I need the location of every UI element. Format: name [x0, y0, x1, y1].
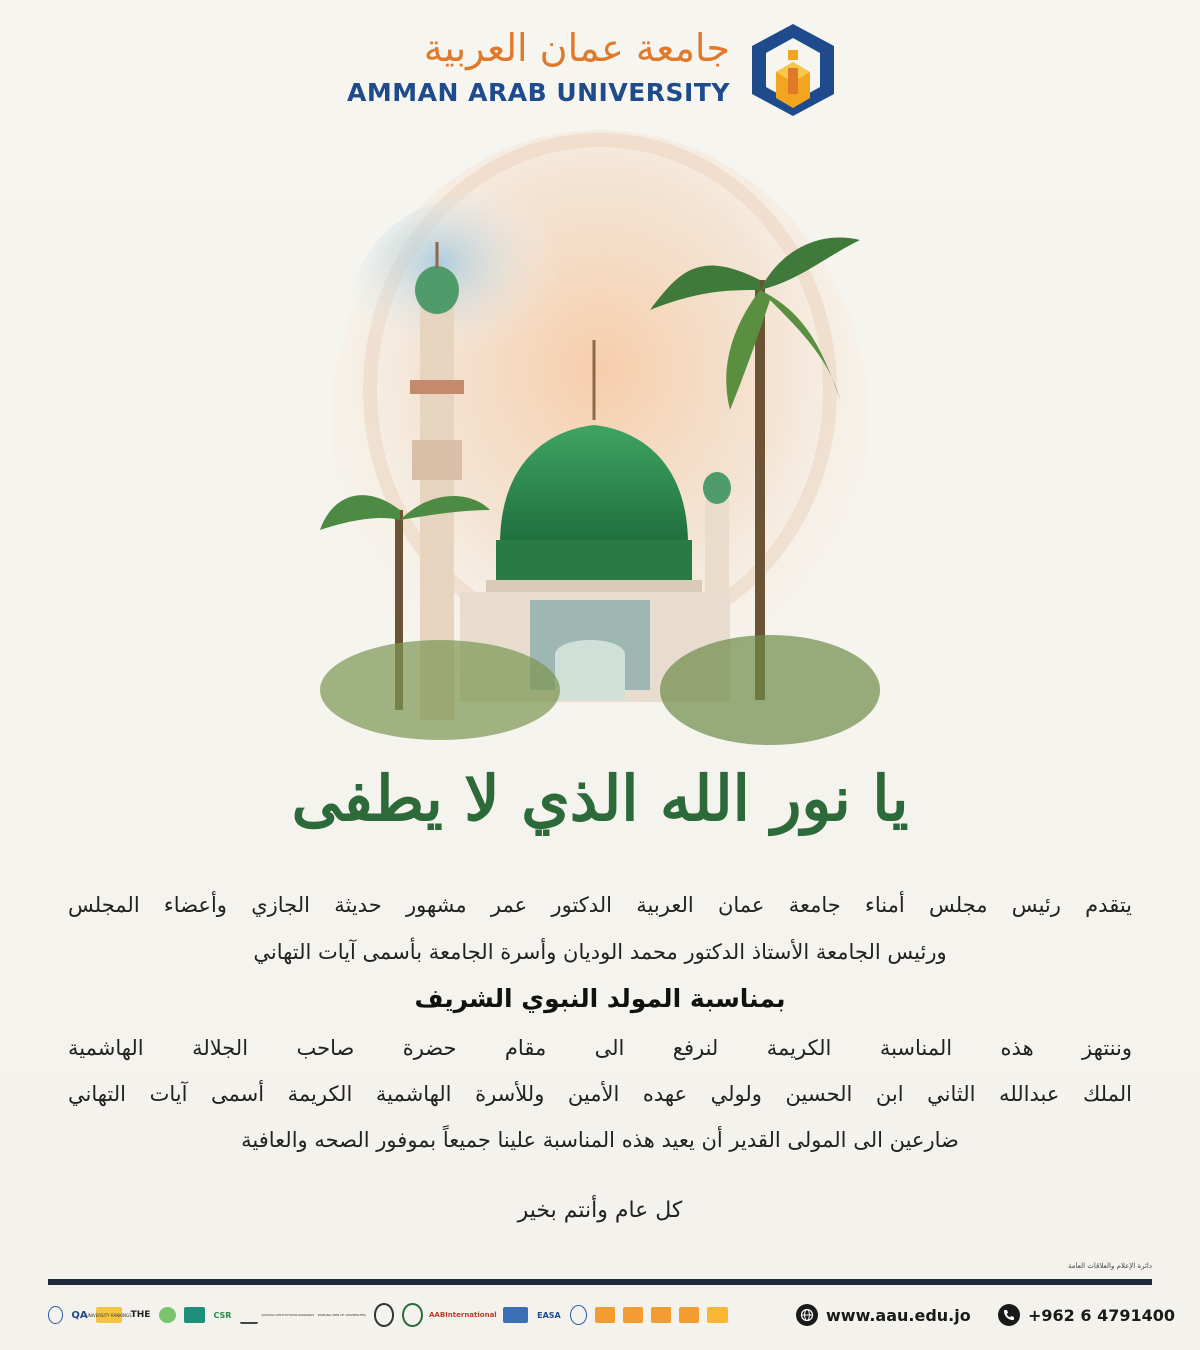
phone-number[interactable]: +962 6 4791400: [1028, 1305, 1176, 1325]
orange-badge-icon-4: [679, 1307, 699, 1323]
message-line-5: الملك عبدالله الثاني ابن الحسين ولولي عهده الأمين وللأسرة الهاشمية الكريمة أسمى آيات التهاني: [68, 1082, 1132, 1106]
mosque-watercolor-illustration: [291, 130, 909, 850]
website-contact[interactable]: [796, 1300, 971, 1330]
occasion-title: بمناسبة المولد النبوي الشريف: [414, 984, 786, 1013]
university-logo: [347, 22, 840, 122]
message-line-6: ضارعين الى المولى القدير أن يعيد هذه المناسبة علينا جميعاً بموفور الصحه والعافية: [241, 1128, 959, 1152]
seal-badge-icon: [374, 1303, 395, 1327]
website-url[interactable]: www.aau.edu.jo: [826, 1305, 971, 1325]
rankings-badge: UNIVERSITY RANKINGS: [96, 1307, 122, 1323]
green-badge-icon: [159, 1307, 176, 1323]
message-line-1: يتقدم رئيس مجلس أمناء جامعة عمان العربية الدكتور عمر مشهور حديثة الجازي وأعضاء المجلس: [68, 893, 1132, 917]
badge-icon: [48, 1306, 63, 1324]
teal-badge-icon: [184, 1307, 206, 1323]
accreditation-badges: [48, 1300, 728, 1330]
csr-badge: CSR: [213, 1310, 232, 1320]
phone-contact[interactable]: [998, 1300, 1175, 1330]
easa-badge: EASA: [537, 1310, 561, 1320]
message-line-2: ورئيس الجامعة الأستاذ الدكتور محمد الوديان وأسرة الجامعة بأسمى آيات التهاني: [253, 940, 947, 964]
orange-badge-icon-1: [595, 1307, 615, 1323]
green-seal-icon: [402, 1303, 423, 1327]
circle-badge-icon: [570, 1305, 587, 1325]
the-badge: THE: [130, 1310, 151, 1320]
university-emblem-icon: [750, 22, 836, 118]
phone-icon: [998, 1304, 1020, 1326]
blue-badge-icon: [503, 1307, 528, 1323]
orange-badge-icon-2: [623, 1307, 643, 1323]
message-line-4: وننتهز هذه المناسبة الكريمة لنرفع الى مقام حضرة صاحب الجلالة الهاشمية: [68, 1036, 1132, 1060]
institution-badge-icon: [240, 1306, 258, 1324]
department-name: دائرة الإعلام والعلاقات العامة: [1067, 1262, 1152, 1270]
rankings-orange-icon: [707, 1307, 729, 1323]
globe-icon: [796, 1304, 818, 1326]
webometrics-badge: RANKING WEB OF UNIVERSITIES: [317, 1313, 366, 1317]
logo-arabic-name: جامعة عمان العربية: [423, 26, 730, 70]
qa-badge: QA: [71, 1309, 88, 1321]
logo-english-name: AMMAN ARAB UNIVERSITY: [347, 78, 730, 107]
aab-badge: AABInternational: [429, 1311, 497, 1319]
scimago-badge: SCIMAGO INSTITUTIONS RANKINGS: [261, 1313, 315, 1317]
greeting-line: كل عام وأنتم بخير: [517, 1198, 683, 1223]
footer-divider: [48, 1279, 1152, 1285]
calligraphy-text: يا نور الله الذي لا يطفى: [291, 762, 909, 835]
orange-badge-icon-3: [651, 1307, 671, 1323]
